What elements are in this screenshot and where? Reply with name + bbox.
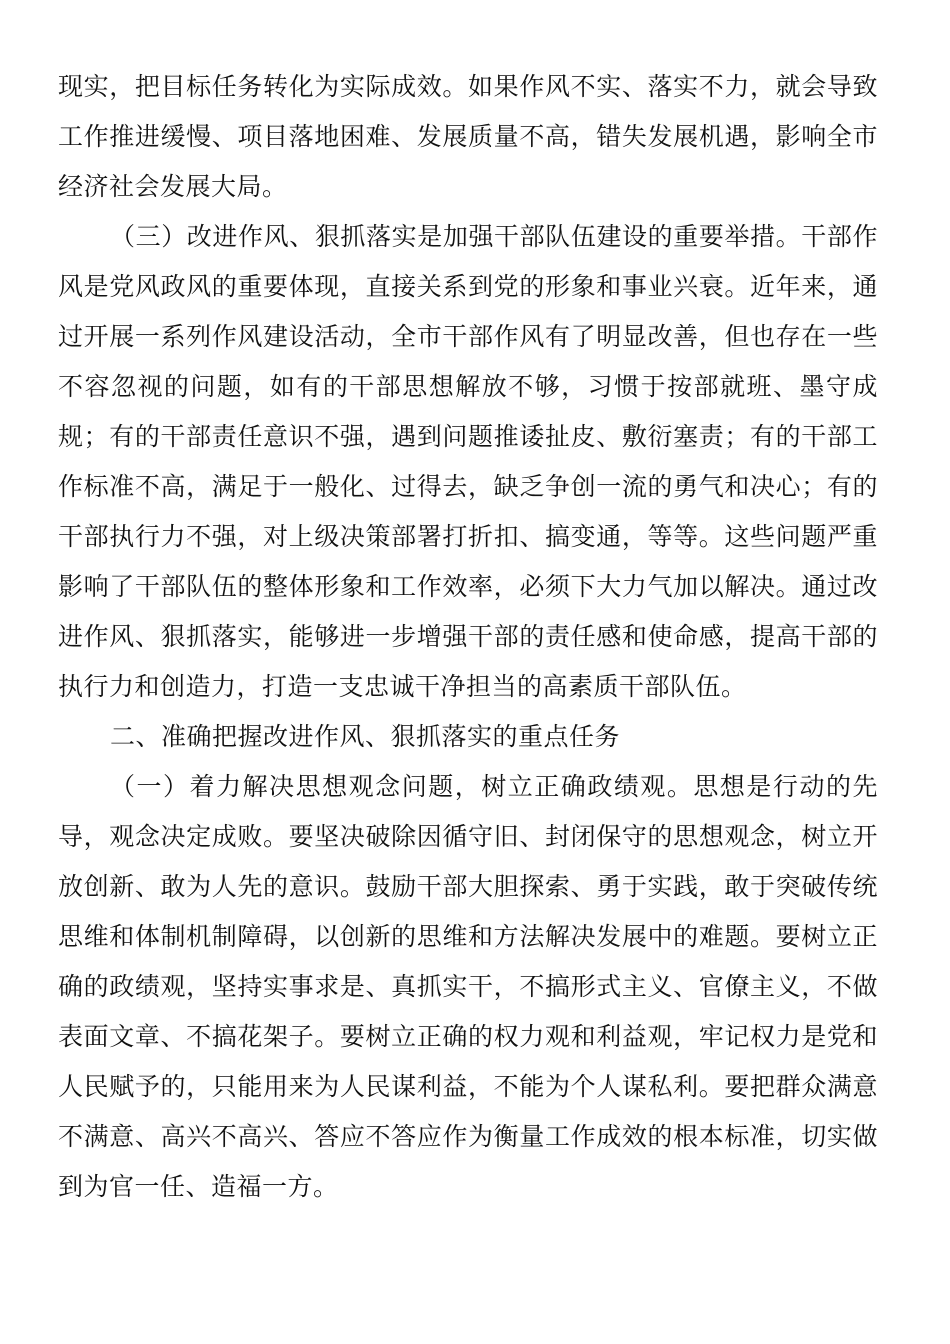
section-heading-two: 二、准确把握改进作风、狠抓落实的重点任务	[110, 722, 621, 751]
paragraph-subsection-one: （一）着力解决思想观念问题，树立正确政绩观。思想是行动的先导，观念决定成败。要坚决破除因循守旧、封闭保守的思想观念，树立开放创新、敢为人先的意识。鼓励干部大胆探索、勇于实践，敢于突破传统思维和体制机制障碍，以创新的思维和方法解决发展中的难题。要树立正确的政绩观，坚持实事求是、真抓实干，不搞形式主义、官僚主义，不做表面文章、不搞花架子。要树立正确的权力观和利益观，牢记权力是党和人民赋予的，只能用来为人民谋利益，不能为个人谋私利。要把群众满意不满意、高兴不高兴、答应不答应作为衡量工作成效的根本标准，切实做到为官一任、造福一方。	[58, 772, 878, 1201]
document-body	[58, 62, 878, 1212]
paragraph-section-three: （三）改进作风、狠抓落实是加强干部队伍建设的重要举措。干部作风是党风政风的重要体现，直接关系到党的形象和事业兴衰。近年来，通过开展一系列作风建设活动，全市干部作风有了明显改善，但也存在一些不容忽视的问题，如有的干部思想解放不够，习惯于按部就班、墨守成规；有的干部责任意识不强，遇到问题推诿扯皮、敷衍塞责；有的干部工作标准不高，满足于一般化、过得去，缺乏争创一流的勇气和决心；有的干部执行力不强，对上级决策部署打折扣、搞变通，等等。这些问题严重影响了干部队伍的整体形象和工作效率，必须下大力气加以解决。通过改进作风、狠抓落实，能够进一步增强干部的责任感和使命感，提高干部的执行力和创造力，打造一支忠诚干净担当的高素质干部队伍。	[58, 222, 878, 701]
paragraph-continuation: 现实，把目标任务转化为实际成效。如果作风不实、落实不力，就会导致工作推进缓慢、项目落地困难、发展质量不高，错失发展机遇，影响全市经济社会发展大局。	[58, 72, 878, 201]
